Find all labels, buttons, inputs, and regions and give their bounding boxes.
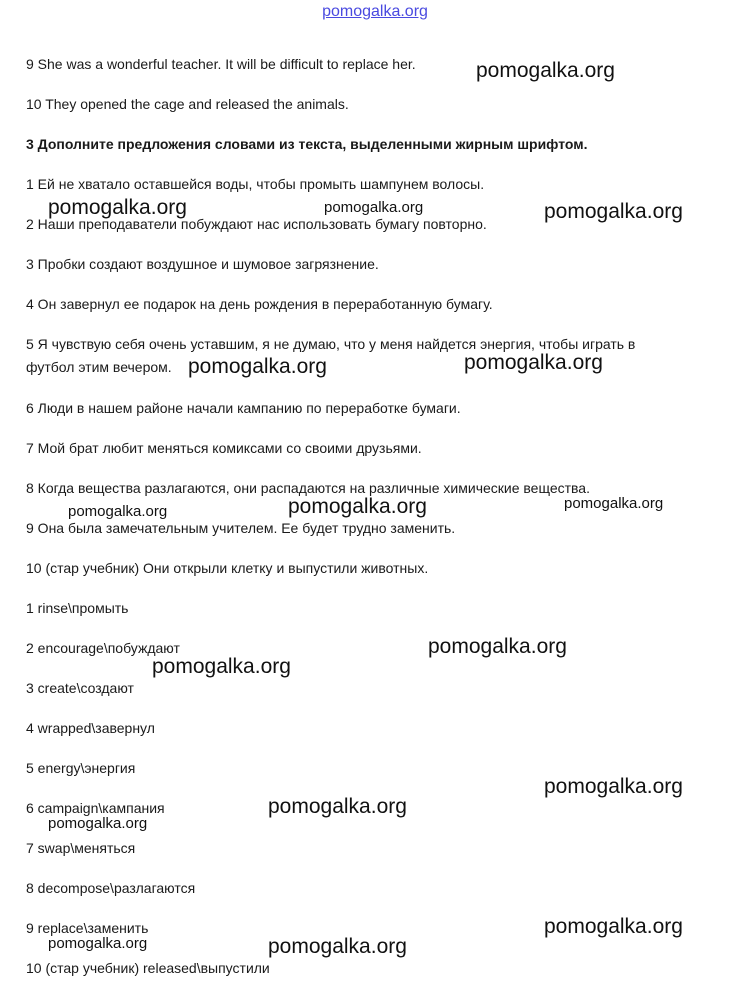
text-line: 8 Когда вещества разлагаются, они распадаются на различные химические вещества. bbox=[26, 480, 590, 496]
answer-line: 10 (стар учебник) released\выпустили bbox=[26, 960, 270, 976]
watermark-text: pomogalka.org bbox=[564, 495, 664, 512]
watermark-text: pomogalka.org bbox=[476, 59, 615, 82]
exercise-heading: 3 Дополните предложения словами из текста, выделенными жирным шрифтом. bbox=[26, 136, 588, 152]
answer-line: 1 rinse\промыть bbox=[26, 600, 129, 616]
answer-line: 3 create\создают bbox=[26, 680, 134, 696]
answer-line: 8 decompose\разлагаются bbox=[26, 880, 196, 896]
text-line: 10 (стар учебник) Они открыли клетку и выпустили животных. bbox=[26, 560, 429, 576]
text-line: 9 Она была замечательным учителем. Ее будет трудно заменить. bbox=[26, 520, 456, 536]
answer-line: 5 energy\энергия bbox=[26, 760, 136, 776]
watermark-text: pomogalka.org bbox=[188, 355, 327, 378]
text-line: 3 Пробки создают воздушное и шумовое загрязнение. bbox=[26, 256, 379, 272]
text-line: 6 Люди в нашем районе начали кампанию по переработке бумаги. bbox=[26, 400, 461, 416]
watermark-text: pomogalka.org bbox=[152, 655, 291, 678]
text-line: футбол этим вечером. bbox=[26, 359, 172, 375]
watermark-text: pomogalka.org bbox=[544, 775, 683, 798]
watermark-text: pomogalka.org bbox=[464, 351, 603, 374]
text-line: 4 Он завернул ее подарок на день рождения в переработанную бумагу. bbox=[26, 296, 493, 312]
watermark-text: pomogalka.org bbox=[544, 200, 683, 223]
watermark-text: pomogalka.org bbox=[48, 815, 148, 832]
site-header-link[interactable]: pomogalka.org bbox=[322, 3, 428, 20]
watermark-text: pomogalka.org bbox=[48, 196, 187, 219]
text-line: 10 They opened the cage and released the animals. bbox=[26, 96, 349, 112]
answer-line: 7 swap\меняться bbox=[26, 840, 136, 856]
watermark-text: pomogalka.org bbox=[428, 635, 567, 658]
answer-line: 9 replace\заменить bbox=[26, 920, 149, 936]
watermark-text: pomogalka.org bbox=[288, 495, 427, 518]
watermark-text: pomogalka.org bbox=[48, 935, 148, 952]
text-line: 5 Я чувствую себя очень уставшим, я не думаю, что у меня найдется энергия, чтобы играть в bbox=[26, 336, 636, 352]
text-line: 7 Мой брат любит меняться комиксами со своими друзьями. bbox=[26, 440, 422, 456]
watermark-text: pomogalka.org bbox=[544, 915, 683, 938]
watermark-text: pomogalka.org bbox=[268, 935, 407, 958]
watermark-text: pomogalka.org bbox=[68, 503, 168, 520]
text-line: 1 Ей не хватало оставшейся воды, чтобы промыть шампунем волосы. bbox=[26, 176, 485, 192]
watermark-text: pomogalka.org bbox=[268, 795, 407, 818]
text-line: 2 Наши преподаватели побуждают нас использовать бумагу повторно. bbox=[26, 216, 487, 232]
text-line: 9 She was a wonderful teacher. It will be difficult to replace her. bbox=[26, 56, 416, 72]
answer-line: 4 wrapped\завернул bbox=[26, 720, 155, 736]
answer-line: 6 campaign\кампания bbox=[26, 800, 165, 816]
watermark-text: pomogalka.org bbox=[324, 199, 424, 216]
answer-line: 2 encourage\побуждают bbox=[26, 640, 180, 656]
